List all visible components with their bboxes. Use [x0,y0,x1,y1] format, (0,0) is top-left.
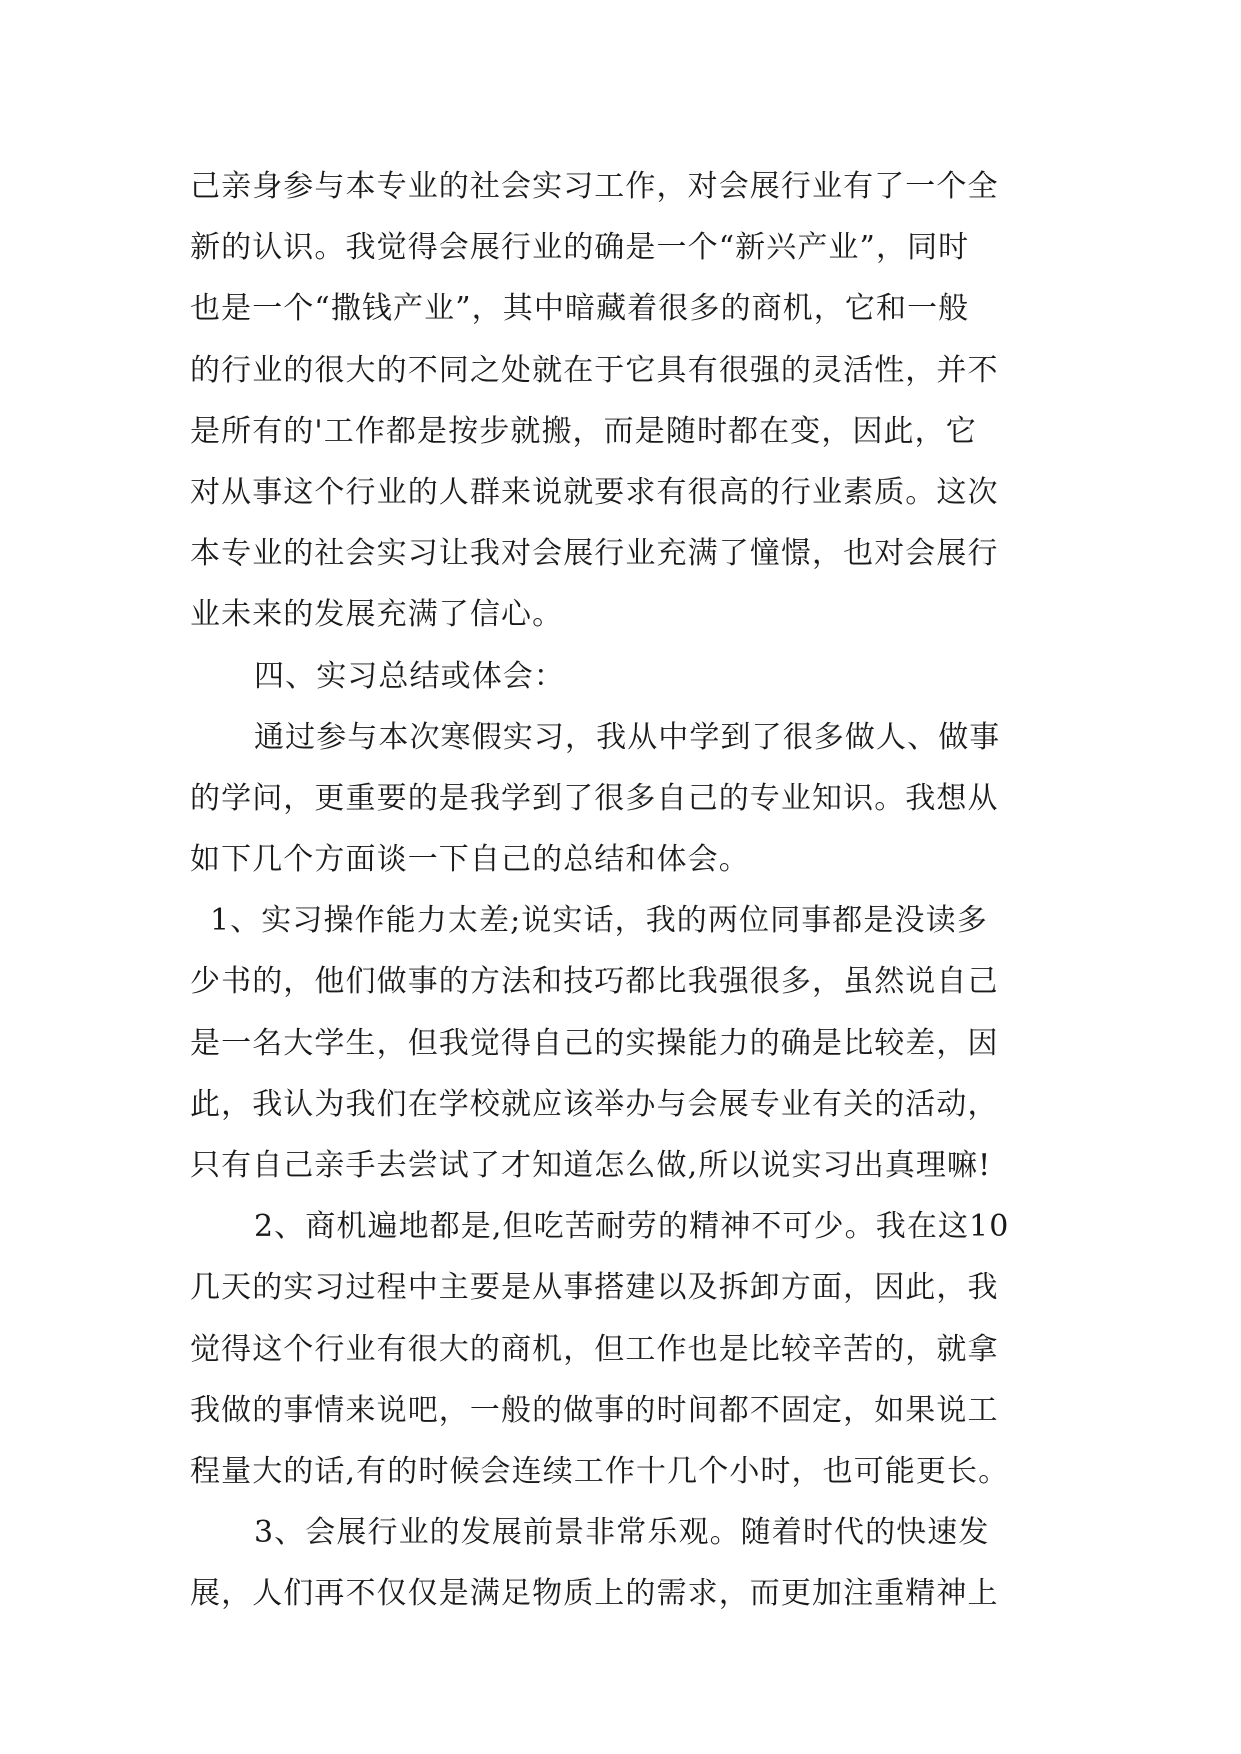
text-line: 通过参与本次寒假实习，我从中学到了很多做人、做事 [254,719,1001,755]
text-line: 本专业的社会实习让我对会展行业充满了憧憬，也对会展行 [190,536,999,572]
text-line: 的行业的很大的不同之处就在于它具有很强的灵活性，并不 [190,352,999,388]
text-line: 程量大的话,有的时候会连续工作十几个小时，也可能更长。 [190,1453,1010,1489]
text-line: 2、商机遍地都是,但吃苦耐劳的精神不可少。我在这10 [254,1209,1010,1245]
text-line: 觉得这个行业有很大的商机，但工作也是比较辛苦的，就拿 [190,1331,999,1367]
text-line: 是所有的'工作都是按步就搬，而是随时都在变，因此，它 [190,413,977,449]
text-line: 1、实习操作能力太差;说实话，我的两位同事都是没读多 [210,903,988,939]
text-line: 的学问，更重要的是我学到了很多自己的专业知识。我想从 [190,780,999,816]
text-line: 几天的实习过程中主要是从事搭建以及拆卸方面，因此，我 [190,1270,999,1306]
text-line: 四、实习总结或体会： [254,658,565,694]
text-line: 业未来的发展充满了信心。 [190,597,564,633]
text-line: 是一名大学生，但我觉得自己的实操能力的确是比较差，因 [190,1025,999,1061]
text-line: 此，我认为我们在学校就应该举办与会展专业有关的活动， [190,1086,999,1122]
text-line: 也是一个“撒钱产业”，其中暗藏着很多的商机，它和一般 [190,291,970,327]
text-line: 少书的，他们做事的方法和技巧都比我强很多，虽然说自己 [190,964,999,1000]
text-line: 展，人们再不仅仅是满足物质上的需求，而更加注重精神上 [190,1576,999,1612]
text-line: 对从事这个行业的人群来说就要求有很高的行业素质。这次 [190,474,999,510]
text-line: 新的认识。我觉得会展行业的确是一个“新兴产业”，同时 [190,230,970,266]
text-line: 只有自己亲手去尝试了才知道怎么做,所以说实习出真理嘛! [190,1148,992,1183]
text-line: 我做的事情来说吧，一般的做事的时间都不固定，如果说工 [190,1392,999,1428]
text-line: 3、会展行业的发展前景非常乐观。随着时代的快速发 [254,1515,990,1551]
text-line: 如下几个方面谈一下自己的总结和体会。 [190,842,750,878]
text-line: 己亲身参与本专业的社会实习工作，对会展行业有了一个全 [190,169,999,204]
document-body [190,156,1070,1625]
